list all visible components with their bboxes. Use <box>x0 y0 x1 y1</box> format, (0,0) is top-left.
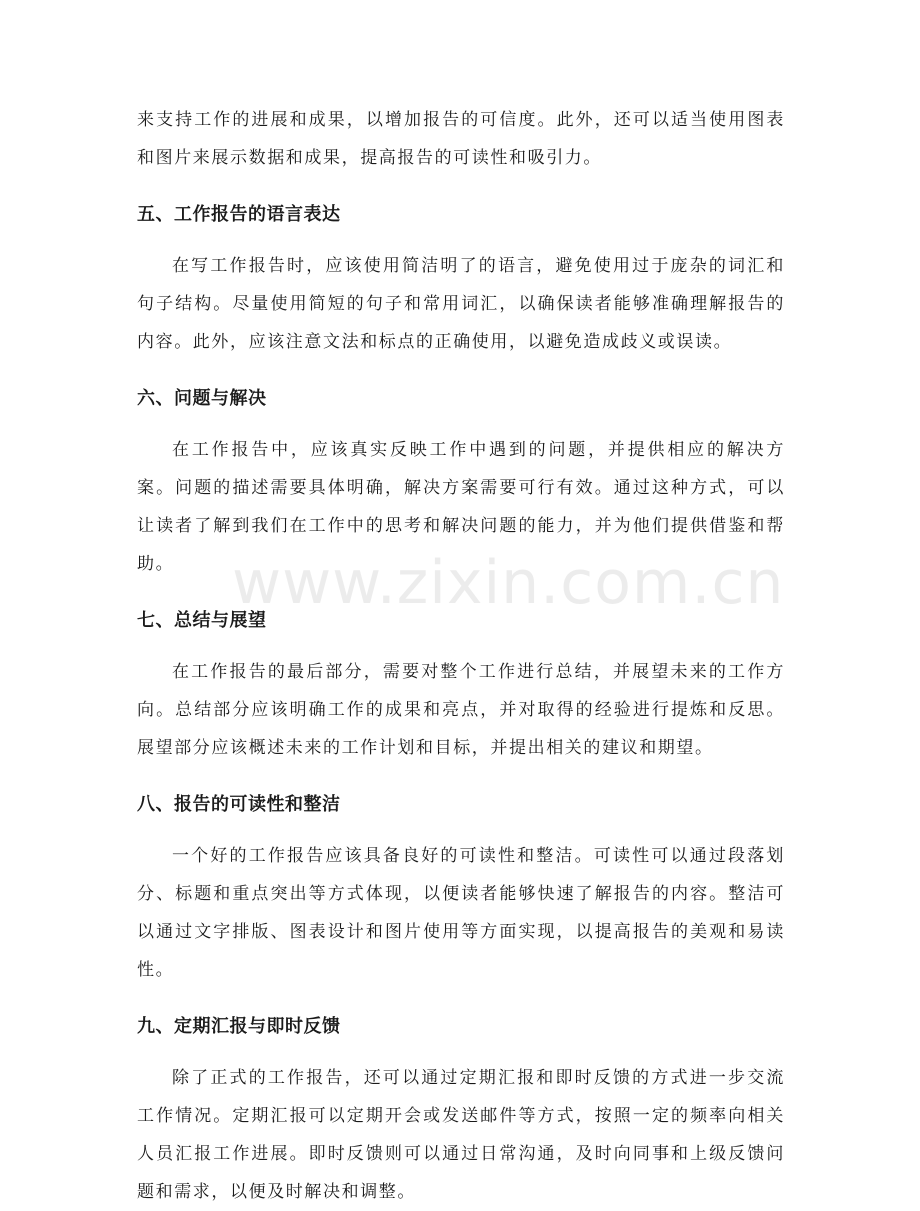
section-body-8: 一个好的工作报告应该具备良好的可读性和整洁。可读性可以通过段落划分、标题和重点突出等方式体现，以便读者能够快速了解报告的内容。整洁可以通过文字排版、图表设计和图片使用等方面实现，以提高报告的美观和易读性。 <box>137 846 785 980</box>
section-heading-5: 五、工作报告的语言表达 <box>137 204 341 225</box>
site-watermark: www.zixin.com.cn <box>232 548 785 618</box>
section-body-5: 在写工作报告时，应该使用简洁明了的语言，避免使用过于庞杂的词汇和句子结构。尽量使用简短的句子和常用词汇，以确保读者能够准确理解报告的内容。此外，应该注意文法和标点的正确使用，以避免造成歧义或误读。 <box>137 256 785 352</box>
document-body <box>137 101 785 1211</box>
section-body-9: 除了正式的工作报告，还可以通过定期汇报和即时反馈的方式进一步交流工作情况。定期汇报可以定期开会或发送邮件等方式，按照一定的频率向相关人员汇报工作进展。即时反馈则可以通过日常沟通，及时向同事和上级反馈问题和需求，以便及时解决和调整。 <box>137 1068 785 1202</box>
section-body-6: 在工作报告中，应该真实反映工作中遇到的问题，并提供相应的解决方案。问题的描述需要具体明确，解决方案需要可行有效。通过这种方式，可以让读者了解到我们在工作中的思考和解决问题的能力，并为他们提供借鉴和帮助。 <box>137 440 785 574</box>
section-heading-9: 九、定期汇报与即时反馈 <box>137 1016 341 1037</box>
intro-continuation-paragraph: 来支持工作的进展和成果，以增加报告的可信度。此外，还可以适当使用图表和图片来展示数据和成果，提高报告的可读性和吸引力。 <box>137 110 785 168</box>
section-body-7: 在工作报告的最后部分，需要对整个工作进行总结，并展望未来的工作方向。总结部分应该明确工作的成果和亮点，并对取得的经验进行提炼和反思。展望部分应该概述未来的工作计划和目标，并提出相关的建议和期望。 <box>137 662 785 758</box>
section-heading-7: 七、总结与展望 <box>137 610 267 631</box>
section-heading-6: 六、问题与解决 <box>137 388 267 409</box>
section-heading-8: 八、报告的可读性和整洁 <box>137 794 341 815</box>
